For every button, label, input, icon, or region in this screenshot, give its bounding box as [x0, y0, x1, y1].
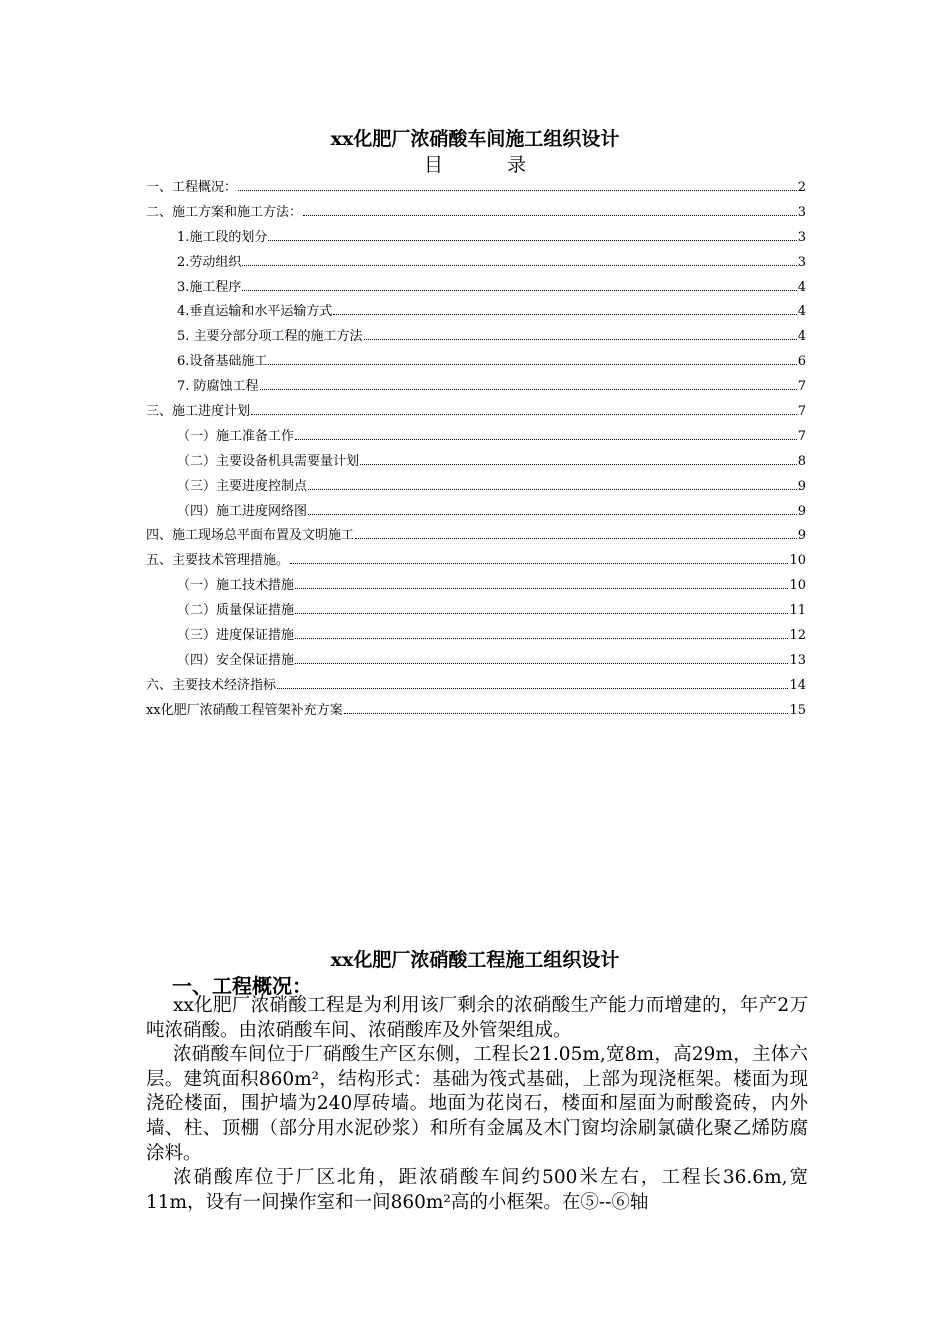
toc-entry-label: 2.劳动组织: [177, 254, 242, 270]
toc-entry-page: 9: [797, 503, 806, 519]
toc-entry-label: 一、工程概况：: [146, 180, 238, 195]
toc-entry-label: 1.施工段的划分: [177, 229, 268, 245]
toc-entry-label: 四、施工现场总平面布置及文明施工: [146, 528, 355, 544]
toc-entry[interactable]: [146, 425, 806, 450]
toc-entry[interactable]: [146, 500, 806, 525]
toc-entry-page: 3: [797, 229, 806, 245]
toc-leader-dots: [308, 489, 797, 490]
toc-entry-label: 三、施工进度计划: [146, 404, 251, 420]
toc-entry-page: 3: [797, 204, 806, 220]
toc-entry-page: 9: [797, 478, 806, 494]
toc-leader-dots: [290, 563, 788, 564]
toc-entry-label: 六、主要技术经济指标: [146, 677, 277, 693]
toc-entry-label: （三）进度保证措施: [177, 628, 295, 644]
toc-entry[interactable]: [146, 350, 806, 375]
toc-entry[interactable]: [146, 276, 806, 301]
toc-leader-dots: [242, 290, 796, 291]
section-title: xx化肥厂浓硝酸工程施工组织设计: [330, 949, 620, 971]
toc-entry-label: （二）质量保证措施: [177, 603, 295, 619]
toc-leader-dots: [303, 215, 797, 216]
toc-entry[interactable]: [146, 450, 806, 475]
toc-entry[interactable]: [146, 599, 806, 624]
document-title: xx化肥厂浓硝酸车间施工组织设计: [330, 128, 620, 150]
toc-entry[interactable]: [146, 649, 806, 674]
toc-entry-page: 8: [797, 453, 806, 469]
toc-leader-dots: [268, 364, 796, 365]
paragraph: 浓硝酸车间位于厂硝酸生产区东侧，工程长21.05m,宽8m，高29m，主体六层。建筑面积860m²，结构形式：基础为筏式基础，上部为现浇框架。楼面为现浇砼楼面，围护墙为240厚砖墙。地面为花岗石，楼面和屋面为耐酸瓷砖，内外墙、柱、顶棚（部分用水泥砂浆）和所有金属及木门窗均涂刷氯磺化聚乙烯防腐涂料。: [146, 1044, 808, 1164]
toc-entry-label: 4.垂直运输和水平运输方式: [177, 304, 333, 320]
toc-entry[interactable]: [146, 325, 806, 350]
toc-entry[interactable]: [146, 549, 806, 574]
toc-entry[interactable]: [146, 699, 806, 724]
table-of-contents: [146, 176, 806, 724]
toc-entry-page: 4: [797, 304, 806, 320]
toc-entry[interactable]: [146, 226, 806, 251]
toc-entry-page: 13: [789, 652, 806, 668]
toc-heading: [0, 150, 950, 177]
toc-entry[interactable]: [146, 300, 806, 325]
toc-entry-label: 3.施工程序: [177, 279, 242, 295]
toc-entry-page: 6: [797, 354, 806, 370]
toc-entry-page: 4: [797, 279, 806, 295]
toc-entry-label: （四）施工进度网络图: [177, 503, 308, 519]
toc-entry[interactable]: [146, 375, 806, 400]
toc-entry-page: 10: [789, 553, 806, 569]
toc-entry-label: （四）安全保证措施: [177, 652, 295, 668]
toc-heading-char-1: 目: [423, 154, 443, 176]
toc-entry-label: （一）施工准备工作: [177, 428, 295, 444]
toc-entry[interactable]: [146, 201, 806, 226]
toc-leader-dots: [295, 638, 788, 639]
toc-leader-dots: [295, 613, 788, 614]
toc-entry-label: （三）主要进度控制点: [177, 478, 308, 494]
toc-leader-dots: [238, 190, 797, 191]
toc-entry-label: 7. 防腐蚀工程: [177, 379, 259, 395]
toc-leader-dots: [295, 588, 788, 589]
toc-entry-page: 10: [789, 578, 806, 594]
toc-entry-label: （一）施工技术措施: [177, 578, 295, 594]
toc-entry[interactable]: [146, 524, 806, 549]
toc-entry-label: 6.设备基础施工: [177, 354, 268, 370]
toc-leader-dots: [251, 414, 797, 415]
toc-entry-page: 7: [797, 404, 806, 420]
toc-entry[interactable]: [146, 251, 806, 276]
toc-entry-page: 3: [797, 254, 806, 270]
toc-leader-dots: [308, 514, 797, 515]
toc-entry-label: 二、施工方案和施工方法：: [146, 204, 303, 220]
toc-entry-label: （二）主要设备机具需要量计划: [177, 453, 360, 469]
toc-leader-dots: [295, 663, 788, 664]
toc-entry[interactable]: [146, 624, 806, 649]
toc-leader-dots: [355, 538, 797, 539]
toc-entry-page: 15: [789, 702, 806, 718]
toc-leader-dots: [360, 464, 797, 465]
toc-entry-page: 2: [797, 180, 806, 195]
toc-leader-dots: [344, 713, 789, 714]
section-heading: 一、工程概况：: [172, 974, 312, 998]
toc-leader-dots: [268, 240, 796, 241]
toc-entry-label: 五、主要技术管理措施。: [146, 553, 290, 569]
toc-leader-dots: [364, 339, 797, 340]
toc-entry-page: 11: [789, 603, 806, 619]
toc-entry-label: 5. 主要分部分项工程的施工方法: [177, 329, 363, 345]
paragraph: xx化肥厂浓硝酸工程是为利用该厂剩余的浓硝酸生产能力而增建的，年产2万吨浓硝酸。由浓硝酸车间、浓硝酸库及外管架组成。: [146, 995, 808, 1041]
toc-entry-page: 9: [797, 528, 806, 544]
toc-heading-char-2: 录: [507, 154, 527, 176]
toc-entry[interactable]: [146, 475, 806, 500]
toc-leader-dots: [277, 688, 788, 689]
toc-leader-dots: [333, 314, 796, 315]
toc-entry-page: 7: [797, 428, 806, 444]
toc-entry[interactable]: [146, 674, 806, 699]
toc-entry-page: 14: [789, 677, 806, 693]
toc-leader-dots: [295, 439, 797, 440]
toc-entry[interactable]: [146, 574, 806, 599]
section-body: [146, 994, 808, 1215]
toc-entry[interactable]: [146, 176, 806, 201]
toc-entry-page: 7: [797, 379, 806, 395]
paragraph: 浓硝酸库位于厂区北角，距浓硝酸车间约500米左右，工程长36.6m,宽11m，设有一间操作室和一间860m²高的小框架。在⑤--⑥轴: [146, 1167, 808, 1213]
toc-entry-page: 12: [789, 628, 806, 644]
toc-entry[interactable]: [146, 400, 806, 425]
toc-leader-dots: [260, 389, 797, 390]
toc-entry-page: 4: [797, 329, 806, 345]
toc-leader-dots: [242, 265, 796, 266]
toc-entry-label: xx化肥厂浓硝酸工程管架补充方案: [146, 702, 343, 718]
